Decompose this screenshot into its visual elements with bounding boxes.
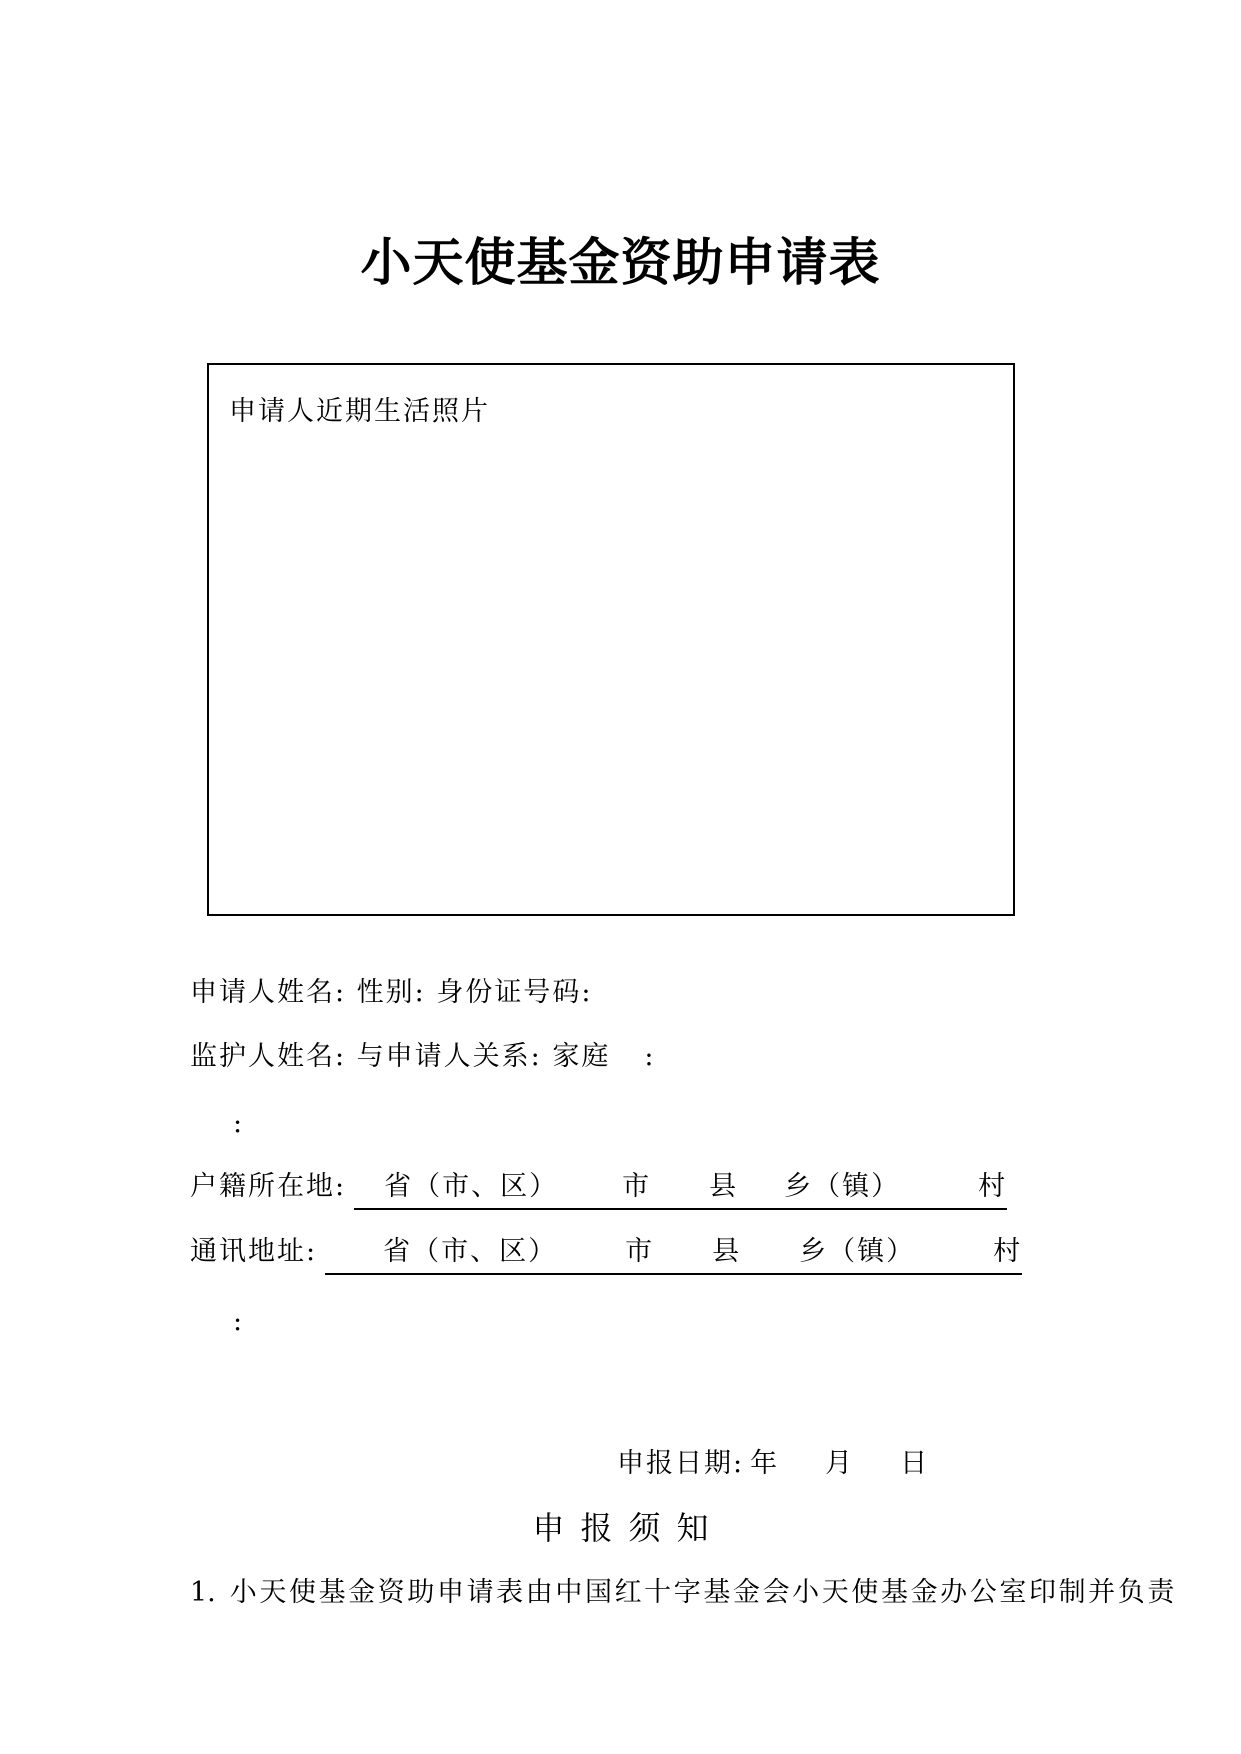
mailing-town: 乡（镇） — [799, 1236, 916, 1267]
household-province: 省（市、区） — [384, 1171, 559, 1202]
notice-item-text: 小天使基金资助申请表由中国红十字基金会小天使基金办公室印制并负责 — [229, 1577, 1177, 1608]
guardian-info-colon: : — [644, 1041, 656, 1072]
mailing-province: 省（市、区） — [383, 1236, 558, 1267]
mailing-label: 通讯地址: — [190, 1236, 318, 1267]
mailing-address-line — [190, 1235, 1022, 1275]
form-title: 小天使基金资助申请表 — [360, 234, 881, 293]
mailing-address-field[interactable] — [325, 1235, 1022, 1275]
mailing-city: 市 — [625, 1236, 655, 1267]
continuation-colon-2: : — [233, 1306, 243, 1337]
household-village: 村 — [978, 1171, 1008, 1202]
household-address-field[interactable] — [354, 1170, 1007, 1210]
household-registration-line — [190, 1170, 1007, 1210]
photo-label: 申请人近期生活照片 — [229, 396, 490, 427]
date-day: 日 — [900, 1448, 930, 1479]
date-year: 年 — [750, 1448, 780, 1479]
notice-item — [190, 1570, 1177, 1609]
household-county: 县 — [709, 1171, 739, 1202]
notice-heading: 申报须知 — [532, 1509, 725, 1547]
household-town: 乡（镇） — [784, 1171, 901, 1202]
applicant-info-line: 申请人姓名: 性别: 身份证号码: — [190, 977, 593, 1008]
continuation-colon: : — [233, 1108, 243, 1139]
date-month: 月 — [825, 1448, 855, 1479]
guardian-info-text: 监护人姓名: 与申请人关系: 家庭 — [190, 1041, 611, 1072]
household-label: 户籍所在地: — [190, 1171, 347, 1202]
mailing-county: 县 — [712, 1236, 742, 1267]
photo-upload-area[interactable] — [207, 363, 1015, 916]
submission-date — [617, 1441, 929, 1480]
mailing-village: 村 — [993, 1236, 1023, 1267]
household-city: 市 — [622, 1171, 652, 1202]
notice-item-number: 1. — [190, 1577, 216, 1608]
guardian-info-line — [190, 1040, 655, 1074]
date-label: 申报日期: — [617, 1448, 745, 1479]
